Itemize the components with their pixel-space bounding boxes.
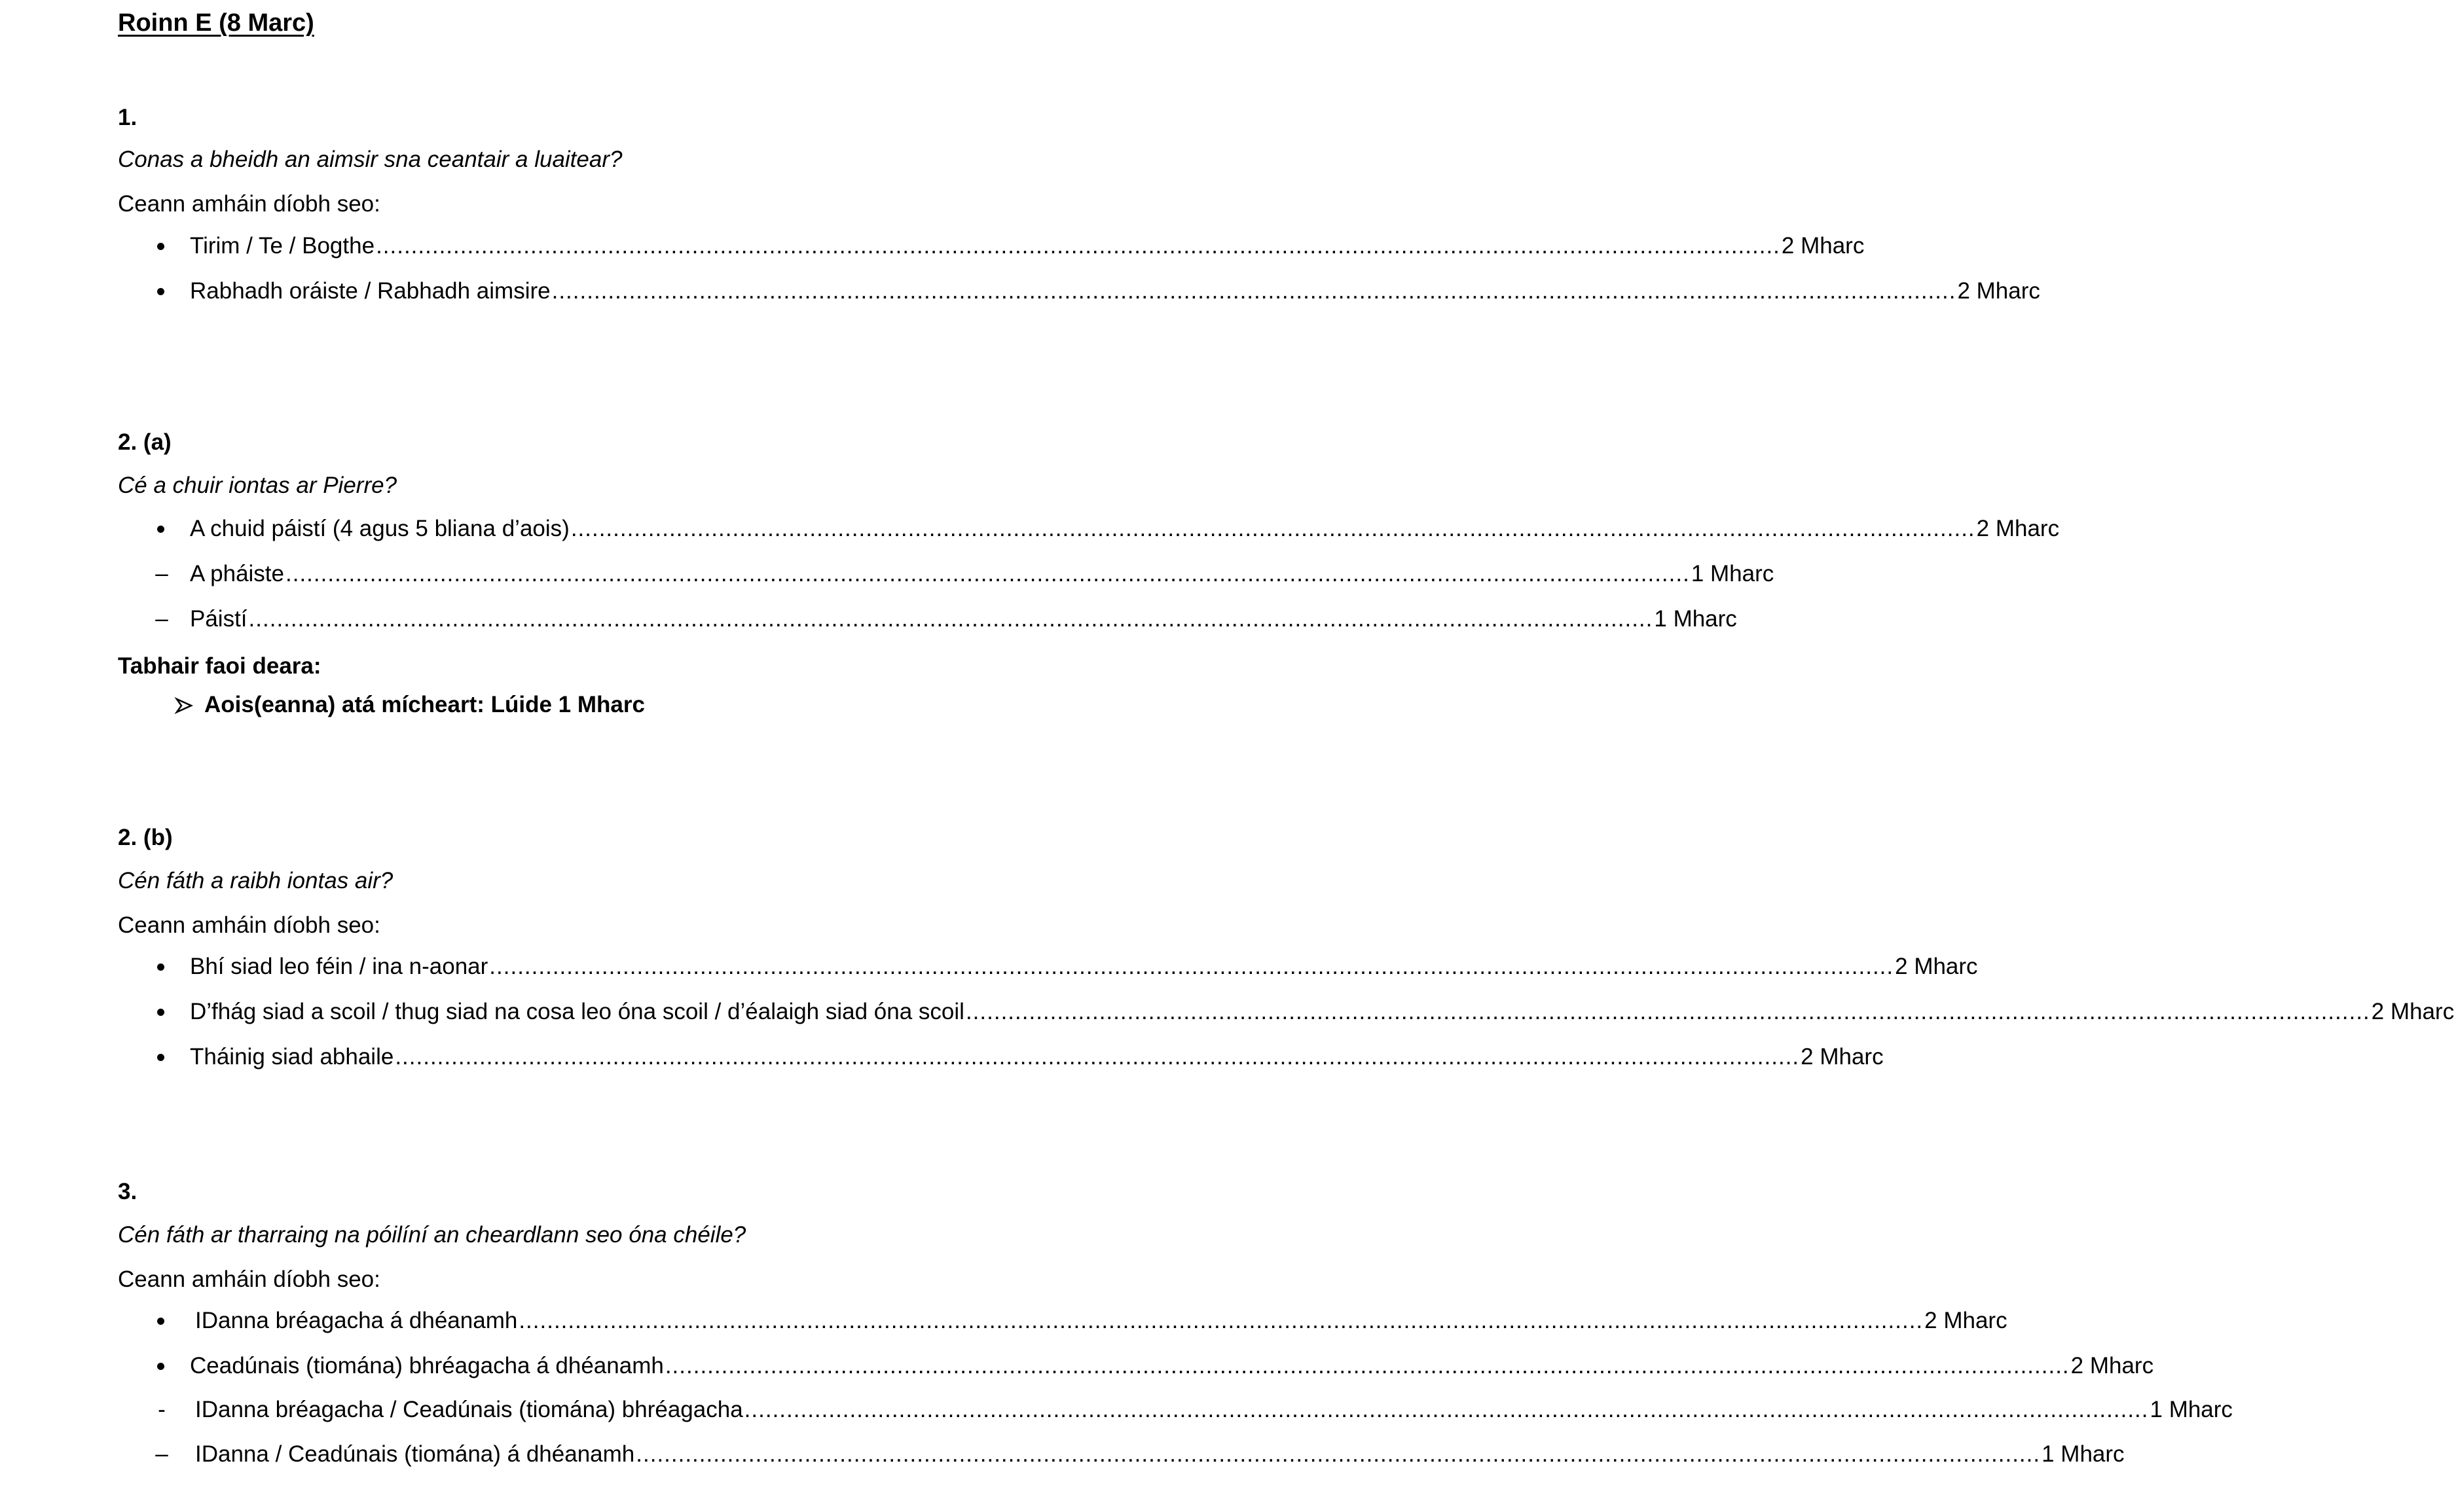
arrow-bullet-icon bbox=[175, 698, 192, 713]
leader-dots: ........................................................................................................................................................................................................ bbox=[636, 1441, 2041, 1467]
q1-answer-row bbox=[152, 232, 1865, 261]
section-title: Roinn E (8 Marc) bbox=[118, 9, 314, 37]
q2b-answer-row bbox=[152, 998, 2454, 1026]
q3-answer-row bbox=[152, 1306, 2007, 1335]
leader-dots: ........................................................................................................................................................................................................ bbox=[744, 1397, 2149, 1422]
dash-icon: – bbox=[155, 1441, 168, 1467]
question-1-number: 1. bbox=[118, 105, 137, 130]
answer-label: Tirim / Te / Bogthe bbox=[190, 233, 375, 259]
leader-dots: ........................................................................................................................................................................................................ bbox=[248, 606, 1653, 632]
answer-label: A pháiste bbox=[190, 561, 284, 586]
question-2a-text: Cé a chuir iontas ar Pierre? bbox=[118, 473, 397, 498]
leader-dots: ........................................................................................................................................................................................................ bbox=[570, 516, 1975, 541]
q2b-answer-row bbox=[152, 952, 1978, 981]
question-3-number: 3. bbox=[118, 1179, 137, 1204]
question-3-intro: Ceann amháin díobh seo: bbox=[118, 1267, 380, 1292]
question-2b-number: 2. (b) bbox=[118, 825, 173, 850]
question-2a-number: 2. (a) bbox=[118, 429, 172, 455]
answer-mark: 2 Mharc bbox=[2070, 1353, 2154, 1378]
dash-icon: – bbox=[155, 561, 168, 586]
dash-icon: – bbox=[155, 606, 168, 632]
leader-dots: ........................................................................................................................................................................................................ bbox=[665, 1353, 2070, 1378]
question-1-intro: Ceann amháin díobh seo: bbox=[118, 191, 380, 217]
answer-label: Tháinig siad abhaile bbox=[190, 1044, 394, 1070]
hyphen-icon: - bbox=[158, 1397, 166, 1422]
leader-dots: ........................................................................................................................................................................................................ bbox=[489, 954, 1894, 979]
q3-answer-row bbox=[152, 1352, 2154, 1380]
question-3-text: Cén fáth ar tharraing na póilíní an cheardlann seo óna chéile? bbox=[118, 1222, 746, 1248]
answer-label: Ceadúnais (tiomána) bhréagacha á dhéanamh bbox=[190, 1353, 664, 1378]
leader-dots: ........................................................................................................................................................................................................ bbox=[395, 1044, 1800, 1070]
question-2b-text: Cén fáth a raibh iontas air? bbox=[118, 868, 394, 893]
q2a-answer-row bbox=[152, 605, 1737, 634]
q1-answer-row bbox=[152, 277, 2040, 306]
question-1-text: Conas a bheidh an aimsir sna ceantair a luaitear? bbox=[118, 147, 623, 172]
answer-mark: 1 Mharc bbox=[1654, 606, 1737, 632]
q2a-answer-row bbox=[152, 560, 1774, 588]
answer-mark: 2 Mharc bbox=[1801, 1044, 1884, 1070]
answer-label: Bhí siad leo féin / ina n-aonar bbox=[190, 954, 488, 979]
leader-dots: ........................................................................................................................................................................................................ bbox=[965, 999, 2370, 1024]
q3-answer-row bbox=[152, 1395, 2233, 1424]
answer-mark: 2 Mharc bbox=[1924, 1308, 2007, 1333]
leader-dots: ........................................................................................................................................................................................................ bbox=[551, 278, 1956, 304]
leader-dots: ........................................................................................................................................................................................................ bbox=[376, 233, 1780, 259]
answer-label: A chuid páistí (4 agus 5 bliana d’aois) bbox=[190, 516, 570, 541]
answer-mark: 2 Mharc bbox=[1895, 954, 1978, 979]
answer-mark: 1 Mharc bbox=[1691, 561, 1774, 586]
q2a-answer-row bbox=[152, 514, 2060, 543]
answer-mark: 2 Mharc bbox=[2371, 999, 2454, 1024]
answer-label: IDanna / Ceadúnais (tiomána) á dhéanamh bbox=[195, 1441, 635, 1467]
note-item bbox=[175, 691, 645, 719]
leader-dots: ........................................................................................................................................................................................................ bbox=[519, 1308, 1924, 1333]
answer-mark: 1 Mharc bbox=[2042, 1441, 2125, 1467]
answer-label: Páistí bbox=[190, 606, 247, 632]
answer-label: IDanna bréagacha á dhéanamh bbox=[195, 1308, 518, 1333]
question-2b-intro: Ceann amháin díobh seo: bbox=[118, 912, 380, 938]
answer-label: D’fhág siad a scoil / thug siad na cosa leo óna scoil / d’éalaigh siad óna scoil bbox=[190, 999, 964, 1024]
answer-mark: 1 Mharc bbox=[2150, 1397, 2233, 1422]
answer-mark: 2 Mharc bbox=[1957, 278, 2040, 304]
note-heading: Tabhair faoi deara: bbox=[118, 653, 321, 679]
q2b-answer-row bbox=[152, 1043, 1884, 1071]
answer-label: Rabhadh oráiste / Rabhadh aimsire bbox=[190, 278, 551, 304]
q3-answer-row bbox=[152, 1440, 2125, 1469]
leader-dots: ........................................................................................................................................................................................................ bbox=[285, 561, 1690, 586]
answer-label: IDanna bréagacha / Ceadúnais (tiomána) bhréagacha bbox=[195, 1397, 743, 1422]
answer-mark: 2 Mharc bbox=[1781, 233, 1865, 259]
answer-mark: 2 Mharc bbox=[1976, 516, 2060, 541]
note-item-text: Aois(eanna) atá mícheart: Lúide 1 Mharc bbox=[204, 692, 645, 717]
